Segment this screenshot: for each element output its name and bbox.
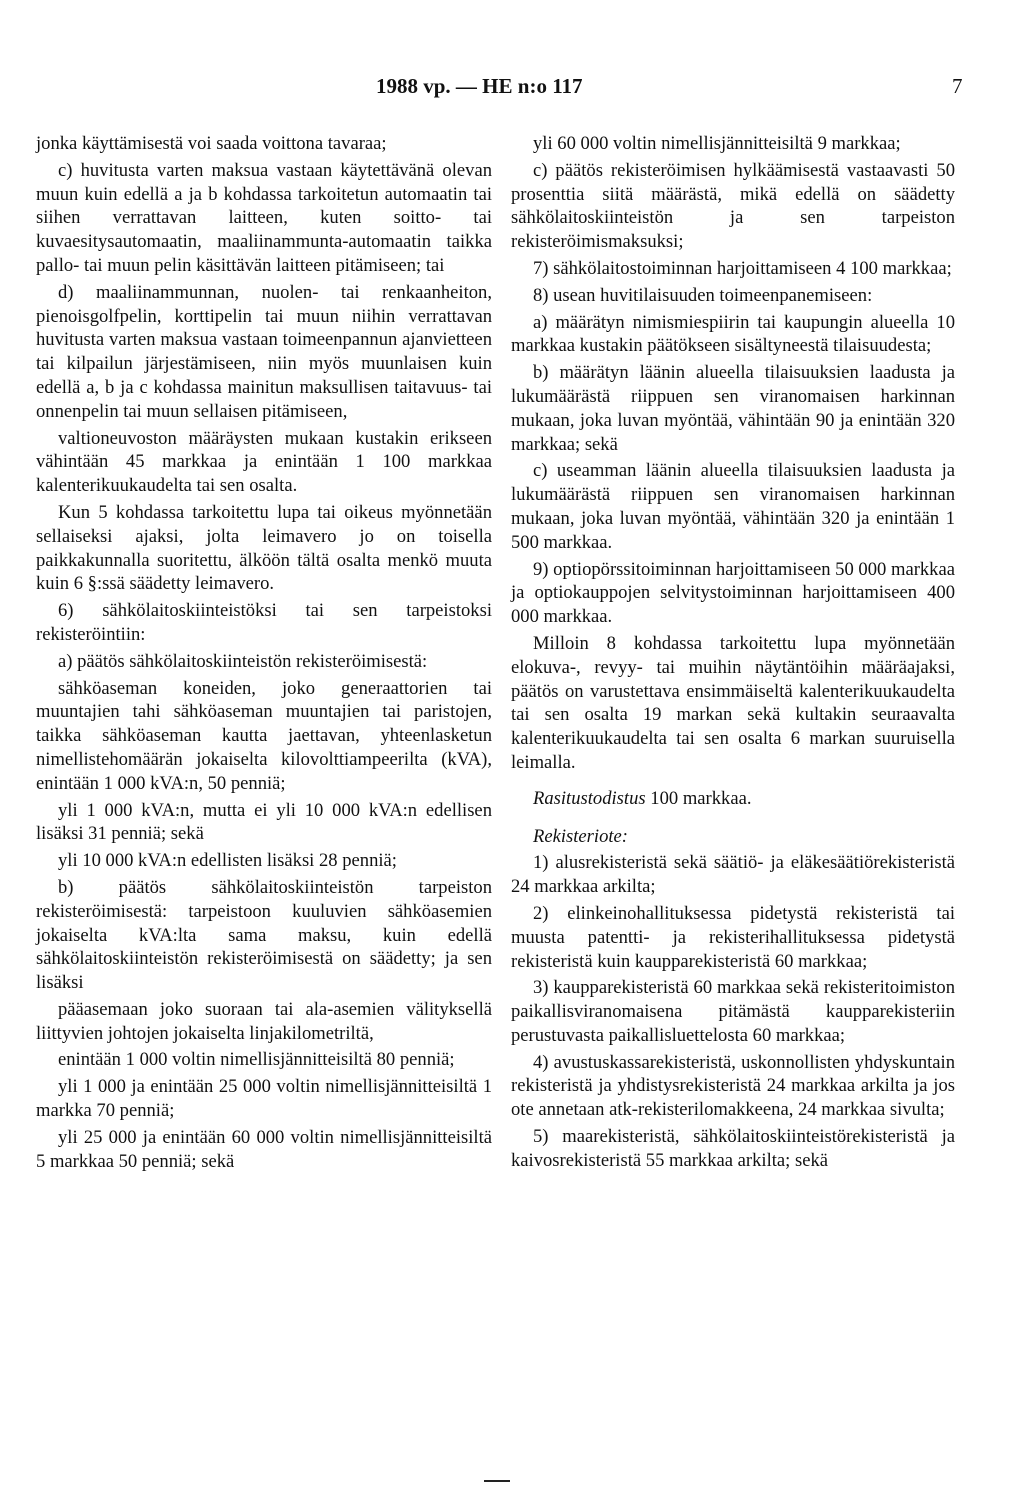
paragraph: yli 10 000 kVA:n edellisten lisäksi 28 penniä; xyxy=(58,850,397,872)
paragraph: a) päätös sähkölaitoskiinteistön rekisteröimisestä: xyxy=(58,650,428,672)
paragraph: c) useamman läänin alueella tilaisuuksien laadusta ja lukumäärästä riippuen sen viranomaisen harkinnan mukaan, joka luvan myöntää, vähintään 320 ja enintään 1 500 markkaa. xyxy=(511,460,955,553)
paragraph: 4) avustuskassarekisteristä, uskonnollisten yhdyskuntain rekisteristä ja yhdistysrekisteristä 24 markkaa arkilta ja jos ote annetaan atk-rekisterilomakkeena, 24 markkaa sivulta; xyxy=(511,1051,955,1121)
paragraph: valtioneuvoston määräysten mukaan kustakin erikseen vähintään 45 markkaa ja enintään 1 100 markkaa kalenterikuukaudelta tai sen osalta. xyxy=(36,427,492,497)
paragraph: 9) optiopörssitoiminnan harjoittamiseen 50 000 markkaa ja optiokauppojen selvitystoiminnan harjoittamiseen 400 000 markkaa. xyxy=(511,558,955,628)
paragraph: 2) elinkeinohallituksessa pidetystä rekisteristä tai muusta patentti- ja rekisterihallituksessa pidetystä rekisteristä kuin kaupparekisteristä 60 markkaa; xyxy=(511,902,955,972)
paragraph: b) määrätyn läänin alueella tilaisuuksien laadusta ja lukumäärästä riippuen sen viranomaisen harkinnan mukaan, joka luvan myöntää, vähintään 90 ja enintään 320 markkaa; sekä xyxy=(511,362,955,455)
paragraph: 7) sähkölaitostoiminnan harjoittamiseen 4 100 markkaa; xyxy=(533,257,952,279)
page-header xyxy=(0,74,1024,104)
paragraph: 6) sähkölaitoskiinteistöksi tai sen tarpeistoksi rekisteröintiin: xyxy=(36,600,492,645)
paragraph: d) maaliinammunnan, nuolen- tai renkaanheiton, pienoisgolfpelin, korttipelin tai muun niihin verrattavan huvitusta varten maksua vastaan toimeenpannun ajanvietteen tai kilpailun järjestämiseen, niin myös muunlaisen kuin edellä a, b ja c kohdassa mainitun maksullisen taitavuus- tai onnenpelin tai muun sellaisen pitämiseen, xyxy=(36,281,492,422)
right-column xyxy=(511,132,955,1176)
left-column xyxy=(36,132,492,1176)
paragraph: pääasemaan joko suoraan tai ala-asemien välityksellä liittyvien johtojen jokaiselta linjakilometriltä, xyxy=(36,998,492,1044)
paragraph: b) päätös sähkölaitoskiinteistön tarpeiston rekisteröimisestä: tarpeistoon kuuluvien sähköasemien jokaiselta kVA:lta sama maksu, kuin edellä sähkölaitoskiinteistön rekisteröimisestä on säädetty; ja sen lisäksi xyxy=(36,876,492,994)
fee-amount: 100 markkaa. xyxy=(645,787,752,809)
paragraph: Kun 5 kohdassa tarkoitettu lupa tai oikeus myönnetään sellaiseksi ajaksi, jolta leimavero jo on toisella paikkakunnalla suoritettu, älköön tältä osalta menkö muuta kuin 6 §:ssä säädetty leimavero. xyxy=(36,501,492,595)
paragraph: a) määrätyn nimismiespiirin tai kaupungin alueella 10 markkaa kustakin päätökseen sisältyneestä tilaisuudesta; xyxy=(511,311,955,357)
paragraph: yli 25 000 ja enintään 60 000 voltin nimellisjännitteisiltä 5 markkaa 50 penniä; sekä xyxy=(36,1126,492,1172)
paragraph: yli 1 000 ja enintään 25 000 voltin nimellisjännitteisiltä 1 markka 70 penniä; xyxy=(36,1076,492,1122)
paragraph: 1) alusrekisteristä sekä säätiö- ja eläkesäätiörekisteristä 24 markkaa arkilta; xyxy=(511,852,955,898)
paragraph: 8) usean huvitilaisuuden toimeenpanemiseen: xyxy=(533,284,873,306)
paragraph: c) päätös rekisteröimisen hylkäämisestä vastaavasti 50 prosenttia siitä määrästä, mikä edellä on säädetty sähkölaitoskiinteistön ja sen tarpeiston rekisteröimismaksuksi; xyxy=(511,159,955,253)
paragraph: jonka käyttämisestä voi saada voittona tavaraa; xyxy=(36,133,387,154)
paragraph: sähköaseman koneiden, joko generaattorien tai muuntajien tahi sähköaseman muuntajien tai paristojen, taikka sähköaseman kautta jaettavan, yhteenlasketun nimellistehomäärän jokaiselta kilovolttiampeerilta (kVA), enintään 1 000 kVA:n, 50 penniä; xyxy=(36,677,492,794)
page-end-mark xyxy=(484,1480,510,1482)
fee-term: Rasitustodistus xyxy=(533,787,646,809)
paragraph: yli 60 000 voltin nimellisjännitteisiltä 9 markkaa; xyxy=(533,133,901,154)
paragraph: Milloin 8 kohdassa tarkoitettu lupa myönnetään elokuva-, revyy- tai muihin näytäntöihin määräajaksi, päätös on varustettava ensimmäiseltä kalenterikuukaudelta tai sen osalta 19 markan sekä kultakin seuraavalta kalenterikuukaudelta tai sen osalta 6 markan suuruisella leimalla. xyxy=(511,632,955,773)
paragraph: yli 1 000 kVA:n, mutta ei yli 10 000 kVA:n edellisen lisäksi 31 penniä; sekä xyxy=(36,799,492,845)
paragraph: 5) maarekisteristä, sähkölaitoskiinteistörekisteristä ja kaivosrekisteristä 55 markkaa arkilta; sekä xyxy=(511,1126,955,1171)
paragraph: c) huvitusta varten maksua vastaan käytettävänä olevan muun kuin edellä a ja b kohdassa tarkoitetun automaatin tai siihen verrattavan laitteen, kuten soitto- tai kuvaesitysautomaatin, maaliinammunta-automaatin taikka pallo- tai muun pelin käsittävän laitteen pitämiseen; tai xyxy=(36,159,492,276)
running-title: 1988 vp. — HE n:o 117 xyxy=(376,74,583,98)
paragraph: 3) kaupparekisteristä 60 markkaa sekä rekisteritoimiston paikallisviranomaisena pitämästä kaupparekisteriin perustuvasta paikallisluettelosta 60 markkaa; xyxy=(511,977,955,1046)
paragraph: enintään 1 000 voltin nimellisjännitteisiltä 80 penniä; xyxy=(58,1049,455,1071)
fee-line xyxy=(511,787,955,811)
section-heading: Rekisteriote: xyxy=(533,825,628,847)
page-number: 7 xyxy=(952,74,963,98)
